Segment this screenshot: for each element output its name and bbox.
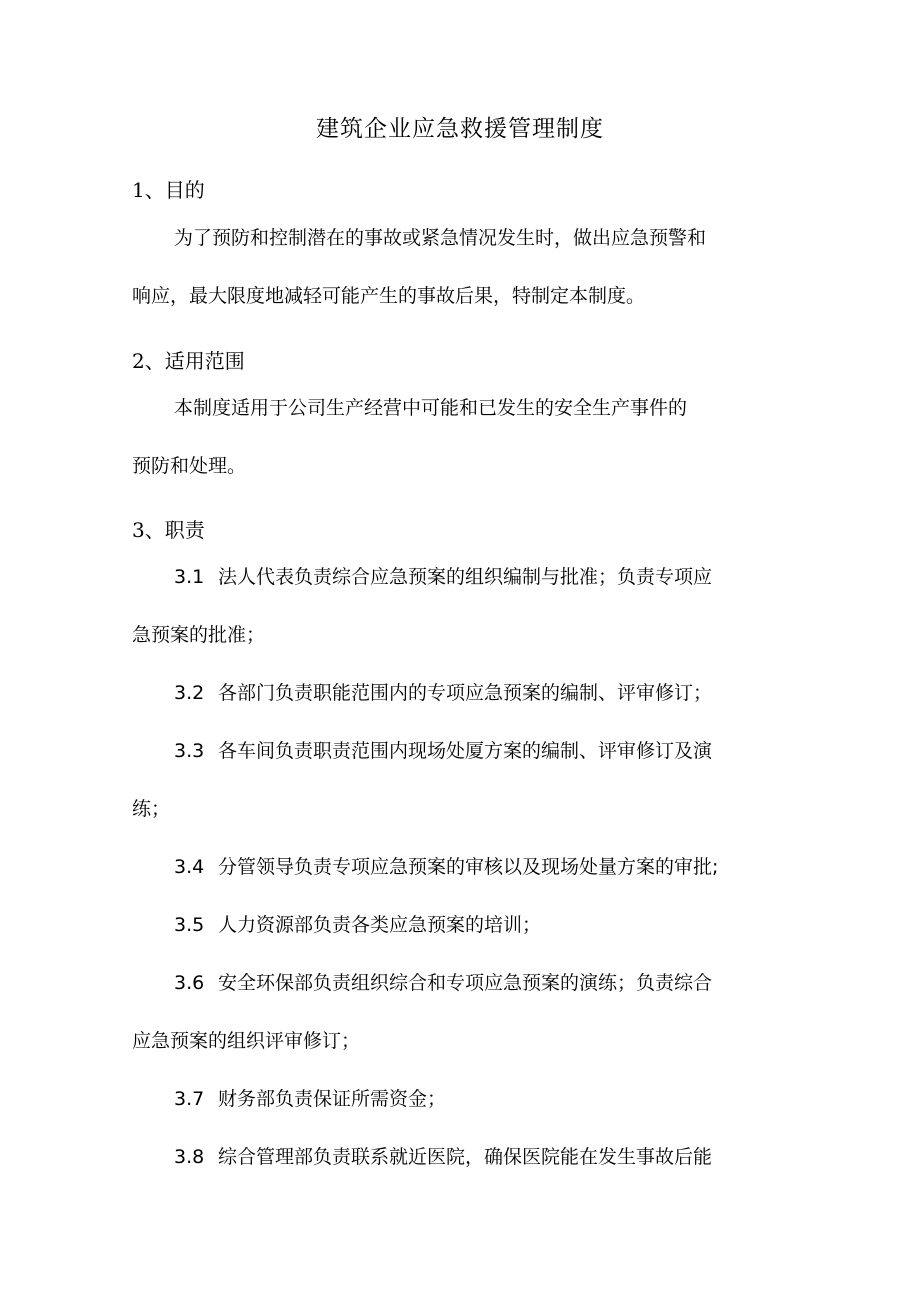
duty-number: 3.5 (174, 914, 205, 936)
document-title: 建筑企业应急救援管理制度 (316, 116, 604, 142)
duty-text: 综合管理部负责联系就近医院，确保医院能在发生事故后能 (218, 1146, 713, 1168)
duty-number: 3.1 (174, 566, 205, 588)
section-heading-scope: 2、适用范围 (132, 349, 245, 373)
paragraph-line: 响应，最大限度地减轻可能产生的事故后果，特制定本制度。 (132, 285, 646, 307)
duty-item-3-6 (174, 969, 712, 997)
duty-text: 分管领导负责专项应急预案的审核以及现场处量方案的审批; (218, 856, 719, 878)
duty-item-3-4 (174, 853, 718, 881)
section-heading-purpose: 1、目的 (132, 178, 205, 202)
duty-number: 3.8 (174, 1146, 205, 1168)
duty-item-3-7 (174, 1085, 446, 1113)
duty-number: 3.4 (174, 856, 205, 878)
paragraph-line: 预防和处理。 (132, 455, 247, 477)
duty-item-3-8 (174, 1143, 712, 1171)
duty-item-3-1 (174, 563, 712, 591)
duty-number: 3.7 (174, 1088, 205, 1110)
section-heading-duties: 3、职责 (132, 518, 205, 542)
paragraph-line: 本制度适用于公司生产经营中可能和已发生的安全生产事件的 (174, 397, 688, 419)
duty-text: 安全环保部负责组织综合和专项应急预案的演练；负责综合 (218, 972, 713, 994)
duty-number: 3.3 (174, 740, 205, 762)
duty-number: 3.2 (174, 682, 205, 704)
duty-text: 各部门负责职能范围内的专项应急预案的编制、评审修订； (218, 682, 713, 704)
duty-item-3-3-continued: 练； (132, 798, 171, 820)
duty-text: 人力资源部负责各类应急预案的培训； (218, 914, 542, 936)
duty-item-3-6-continued: 应急预案的组织评审修订； (132, 1030, 361, 1052)
duty-text: 财务部负责保证所需资金； (218, 1088, 447, 1110)
duty-number: 3.6 (174, 972, 205, 994)
duty-text: 法人代表负责综合应急预案的组织编制与批准；负责专项应 (218, 566, 713, 588)
duty-item-3-5 (174, 911, 541, 939)
duty-item-3-2 (174, 679, 712, 707)
duty-item-3-3 (174, 737, 712, 765)
duty-item-3-1-continued: 急预案的批准； (132, 624, 266, 646)
duty-text: 各车间负责职责范围内现场处厦方案的编制、评审修订及演 (218, 740, 713, 762)
paragraph-line: 为了预防和控制潜在的事故或紧急情况发生时，做出应急预警和 (174, 227, 707, 249)
